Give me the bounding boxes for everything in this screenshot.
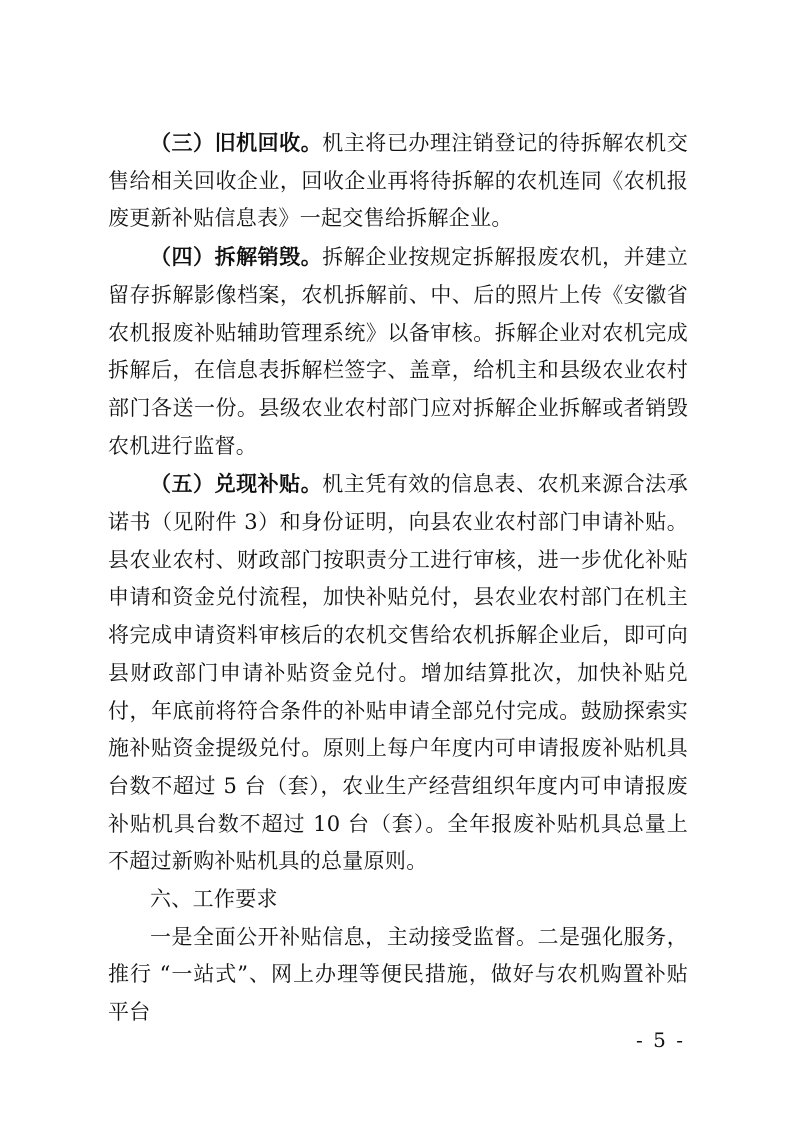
paragraph-dismantling-destruction	[108, 239, 688, 465]
paragraph-lead: （五）兑现补贴。	[150, 472, 323, 497]
paragraph-work-requirements: 一是全面公开补贴信息，主动接受监督。二是强化服务，推行 “一站式”、网上办理等便民措施，做好与农机购置补贴平台	[108, 924, 688, 1025]
paragraph-lead: （三）旧机回收。	[150, 131, 323, 155]
paragraph-text: 机主将已办理注销登记的待拆解农机交售给相关回收企业，回收企业再将待拆解的农机连同《农机报废更新补贴信息表》一起交售给拆解企业。	[108, 131, 688, 231]
paragraph-subsidy-payment	[108, 466, 688, 881]
paragraph-text: 机主凭有效的信息表、农机来源合法承诺书（见附件 3）和身份证明，向县农业农村部门申请补贴。县农业农村、财政部门按职责分工进行审核，进一步优化补贴申请和资金兑付流程，加快补贴兑付，县农业农村部门在机主将完成申请资料审核后的农机交售给农机拆解企业后，即可向县财政部门申请补贴资金兑付。增加结算批次，加快补贴兑付，年底前将符合条件的补贴申请全部兑付完成。鼓励探索实施补贴资金提级兑付。原则上每户年度内可申请报废补贴机具台数不超过 5 台（套），农业生产经营组织年度内可申请报废补贴机具台数不超过 10 台（套）。全年报废补贴机具总量上不超过新购补贴机具的总量原则。	[108, 472, 688, 874]
paragraph-text: 拆解企业按规定拆解报废农机，并建立留存拆解影像档案，农机拆解前、中、后的照片上传《安徽省农机报废补贴辅助管理系统》以备审核。拆解企业对农机完成拆解后，在信息表拆解栏签字、盖章，给机主和县级农业农村部门各送一份。县级农业农村部门应对拆解企业拆解或者销毁农机进行监督。	[108, 245, 688, 458]
paragraph-lead: （四）拆解销毁。	[150, 245, 323, 270]
section-heading: 六、工作要求	[150, 887, 278, 912]
page-number: - 5 -	[636, 1028, 685, 1052]
paragraph-old-machine-recycling	[108, 125, 688, 238]
document-body	[108, 125, 688, 1032]
